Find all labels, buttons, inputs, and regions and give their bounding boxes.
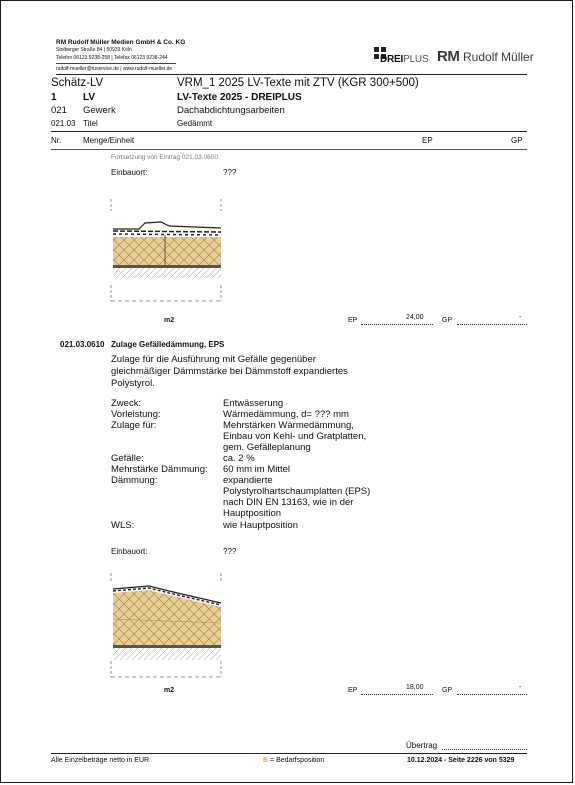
spec-label: Mehrstärke Dämmung: [111, 464, 208, 475]
uebertrag-dots [442, 749, 527, 750]
rm-logo: RM [437, 48, 460, 65]
slope-insulation-drawing [109, 569, 229, 681]
header-bottom-rule [51, 131, 527, 132]
bedarf-marker: B [263, 757, 269, 764]
continuation-note: Fortsetzung von Eintrag 021.03.0600 [111, 154, 218, 161]
spec-label: Zweck: [111, 398, 142, 409]
block1-ep-value: 24,00 [406, 314, 424, 321]
item-gp-label: GP [442, 687, 453, 694]
block1-gp-label: GP [442, 317, 453, 324]
item-title: Zulage Gefälledämmung, EPS [111, 340, 225, 349]
einbauort-value: ??? [223, 547, 237, 556]
einbauort-label: Einbauort: [111, 168, 148, 177]
company-divider [56, 63, 176, 64]
einbauort-label: Einbauort: [111, 547, 148, 556]
spec-label: Vorleistung: [111, 409, 161, 420]
company-contact: rudolf-mueller@ruservice.de | www.rudolf-mueller.de [56, 66, 173, 72]
header-top-rule [56, 74, 527, 75]
footer-netto-note: Alle Einzelbeträge netto in EUR [51, 757, 150, 764]
footer-bedarf-legend [263, 757, 324, 764]
header-titel-title: Gedämmt [177, 119, 213, 128]
dreiplus-logo-light: PLUS [403, 54, 429, 65]
header-schaetz-label: Schätz-LV [51, 77, 104, 89]
company-name: RM Rudolf Müller Medien GmbH & Co. KG [56, 39, 186, 46]
item-ep-dots [361, 694, 433, 695]
item-number: 021.03.0610 [60, 340, 105, 349]
spec-value: nach DIN EN 13163, wie in der [223, 497, 354, 508]
spec-value: ca. 2 % [223, 453, 255, 464]
item-ep-value: 18,00 [406, 684, 424, 691]
item-gp-value: - [519, 684, 522, 691]
block1-ep-dots [361, 324, 433, 325]
einbauort-value: ??? [223, 168, 237, 177]
dreiplus-logo-bold: DREI [380, 54, 404, 65]
spec-label: Zulage für: [111, 420, 157, 431]
spec-value: Einbau von Kehl- und Gratplatten, [223, 431, 367, 442]
bedarf-label: Bedarfsposition [276, 757, 325, 764]
item-gp-dots [457, 694, 527, 695]
spec-value: Polystyrolhartschaumplatten (EPS) [223, 486, 371, 497]
spec-value: Hauptposition [223, 508, 282, 519]
item-description-line: gleichmäßiger Dämmstärke bei Dämmstoff expandiertes [111, 366, 348, 377]
spec-value: 60 mm im Mittel [223, 464, 291, 475]
spec-label: WLS: [111, 520, 135, 531]
header-titel-number: 021.03 [51, 119, 76, 128]
column-menge: Menge/Einheit [83, 136, 135, 145]
rm-logo-name: Rudolf Müller [463, 50, 534, 64]
dreiplus-logo [380, 54, 428, 65]
item-ep-label: EP [348, 687, 358, 694]
roof-section-drawing [109, 195, 229, 307]
column-gp: GP [511, 136, 523, 145]
item-description-line: Polystyrol. [111, 378, 155, 389]
column-ep: EP [422, 136, 433, 145]
uebertrag-label: Übertrag [406, 741, 438, 750]
company-street: Stolberger Straße 84 | 50933 Köln [56, 47, 132, 53]
item-description-line: Zulage für die Ausführung mit Gefälle gegenüber [111, 354, 316, 365]
header-titel-type: Titel [83, 119, 98, 128]
header-gewerk-type: Gewerk [83, 105, 116, 116]
header-lv-type: LV [83, 92, 96, 103]
spec-value: Wärmedämmung, d= ??? mm [223, 409, 349, 420]
header-lv-number: 1 [51, 92, 57, 103]
header-gewerk-title: Dachabdichtungsarbeiten [177, 105, 285, 116]
column-rule [51, 149, 527, 150]
bedarf-eq: = [270, 757, 275, 764]
spec-label: Dämmung: [111, 475, 158, 486]
block1-gp-dots [457, 324, 527, 325]
spec-value: wie Hauptposition [223, 520, 298, 531]
spec-label: Gefälle: [111, 453, 144, 464]
footer-page-info: 10.12.2024 - Seite 2226 von 5329 [407, 757, 515, 764]
block1-ep-label: EP [348, 317, 358, 324]
header-lv-title: LV-Texte 2025 - DREIPLUS [177, 92, 302, 103]
company-phone: Telefon 06123 9238-258 | Telefax 06123 9238-244 [56, 55, 168, 61]
footer-rule [51, 753, 527, 754]
block1-gp-value: - [519, 314, 522, 321]
header-project-title: VRM_1 2025 LV-Texte mit ZTV (KGR 300+500) [177, 77, 419, 89]
block1-unit: m2 [164, 317, 175, 324]
spec-value: expandierte [223, 475, 273, 486]
spec-value: gem. Gefälleplanung [223, 442, 311, 453]
item-unit: m2 [164, 687, 175, 694]
header-gewerk-number: 021 [51, 105, 67, 116]
spec-value: Mehrstärken Wärmedämmung, [223, 420, 354, 431]
spec-value: Entwässerung [223, 398, 284, 409]
column-nr: Nr. [51, 136, 62, 145]
